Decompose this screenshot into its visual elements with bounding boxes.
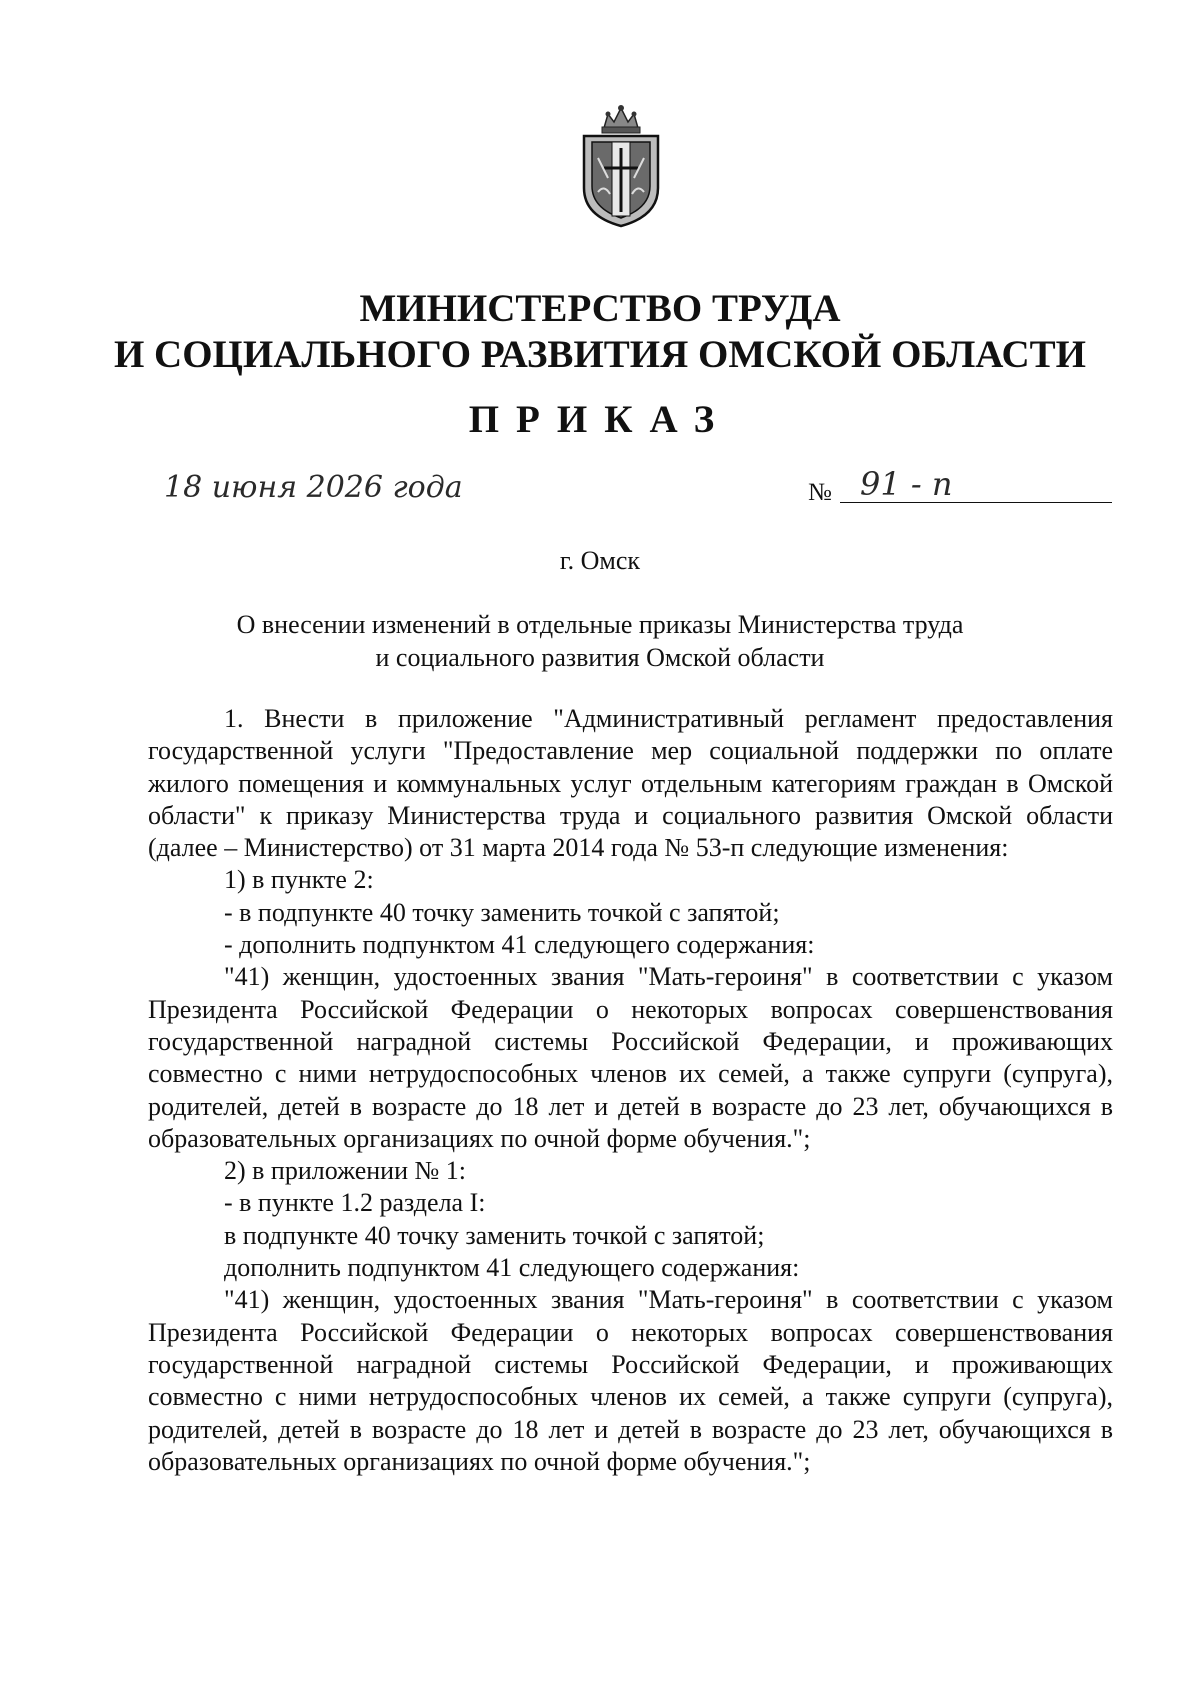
paragraph-2: 1) в пункте 2: xyxy=(224,865,374,895)
ministry-name-line1: МИНИСТЕРСТВО ТРУДА xyxy=(359,287,841,330)
city-line: г. Омск xyxy=(559,546,641,575)
paragraph-7: - в пункте 1.2 раздела I: xyxy=(224,1188,486,1218)
document-subject xyxy=(0,608,1200,674)
handwritten-date: 18 июня 2026 года xyxy=(164,470,463,505)
paragraph-9: дополнить подпунктом 41 следующего содержания: xyxy=(224,1253,800,1283)
paragraph-6: 2) в приложении № 1: xyxy=(224,1156,467,1186)
handwritten-number: 91 - п xyxy=(860,465,953,503)
document-body xyxy=(148,703,1113,1478)
paragraph-1: 1. Внести в приложение "Административный регламент предоставления государственной услуги "Предоставление мер социальной поддержки по оплате жилого помещения и коммунальных услуг отдельным категориям граждан в Омской области" к приказу Министерства труда и социального развития Омской области (далее – Министерство) от 31 марта 2014 года № 53-п следующие изменения: xyxy=(148,704,1113,863)
paragraph-8: в подпункте 40 точку заменить точкой с запятой; xyxy=(224,1220,765,1250)
paragraph-3: - в подпункте 40 точку заменить точкой с запятой; xyxy=(224,897,780,927)
paragraph-5: "41) женщин, удостоенных звания "Мать-героиня" в соответствии с указом Президента Российской Федерации о некоторых вопросах совершенствования государственной наградной системы Российской Федерации, и проживающих совместно с ними нетрудоспособных членов их семей, а также супруги (супруга), родителей, детей в возрасте до 18 лет и детей в возрасте до 23 лет, обучающихся в образовательных организациях по очной форме обучения."; xyxy=(148,962,1113,1153)
number-label: № xyxy=(808,479,832,506)
document-type-title: ПРИКАЗ xyxy=(468,398,732,441)
ministry-name-line2: И СОЦИАЛЬНОГО РАЗВИТИЯ ОМСКОЙ ОБЛАСТИ xyxy=(113,333,1087,376)
paragraph-10: "41) женщин, удостоенных звания "Мать-героиня" в соответствии с указом Президента Российской Федерации о некоторых вопросах совершенствования государственной наградной системы Российской Федерации, и проживающих совместно с ними нетрудоспособных членов их семей, а также супруги (супруга), родителей, детей в возрасте до 18 лет и детей в возрасте до 23 лет, обучающихся в образовательных организациях по очной форме обучения."; xyxy=(148,1285,1113,1476)
coat-of-arms-icon xyxy=(574,102,668,228)
subject-line2: и социального развития Омской области xyxy=(375,643,825,672)
subject-line1: О внесении изменений в отдельные приказы Министерства труда xyxy=(236,610,964,639)
paragraph-4: - дополнить подпунктом 41 следующего содержания: xyxy=(224,930,815,960)
